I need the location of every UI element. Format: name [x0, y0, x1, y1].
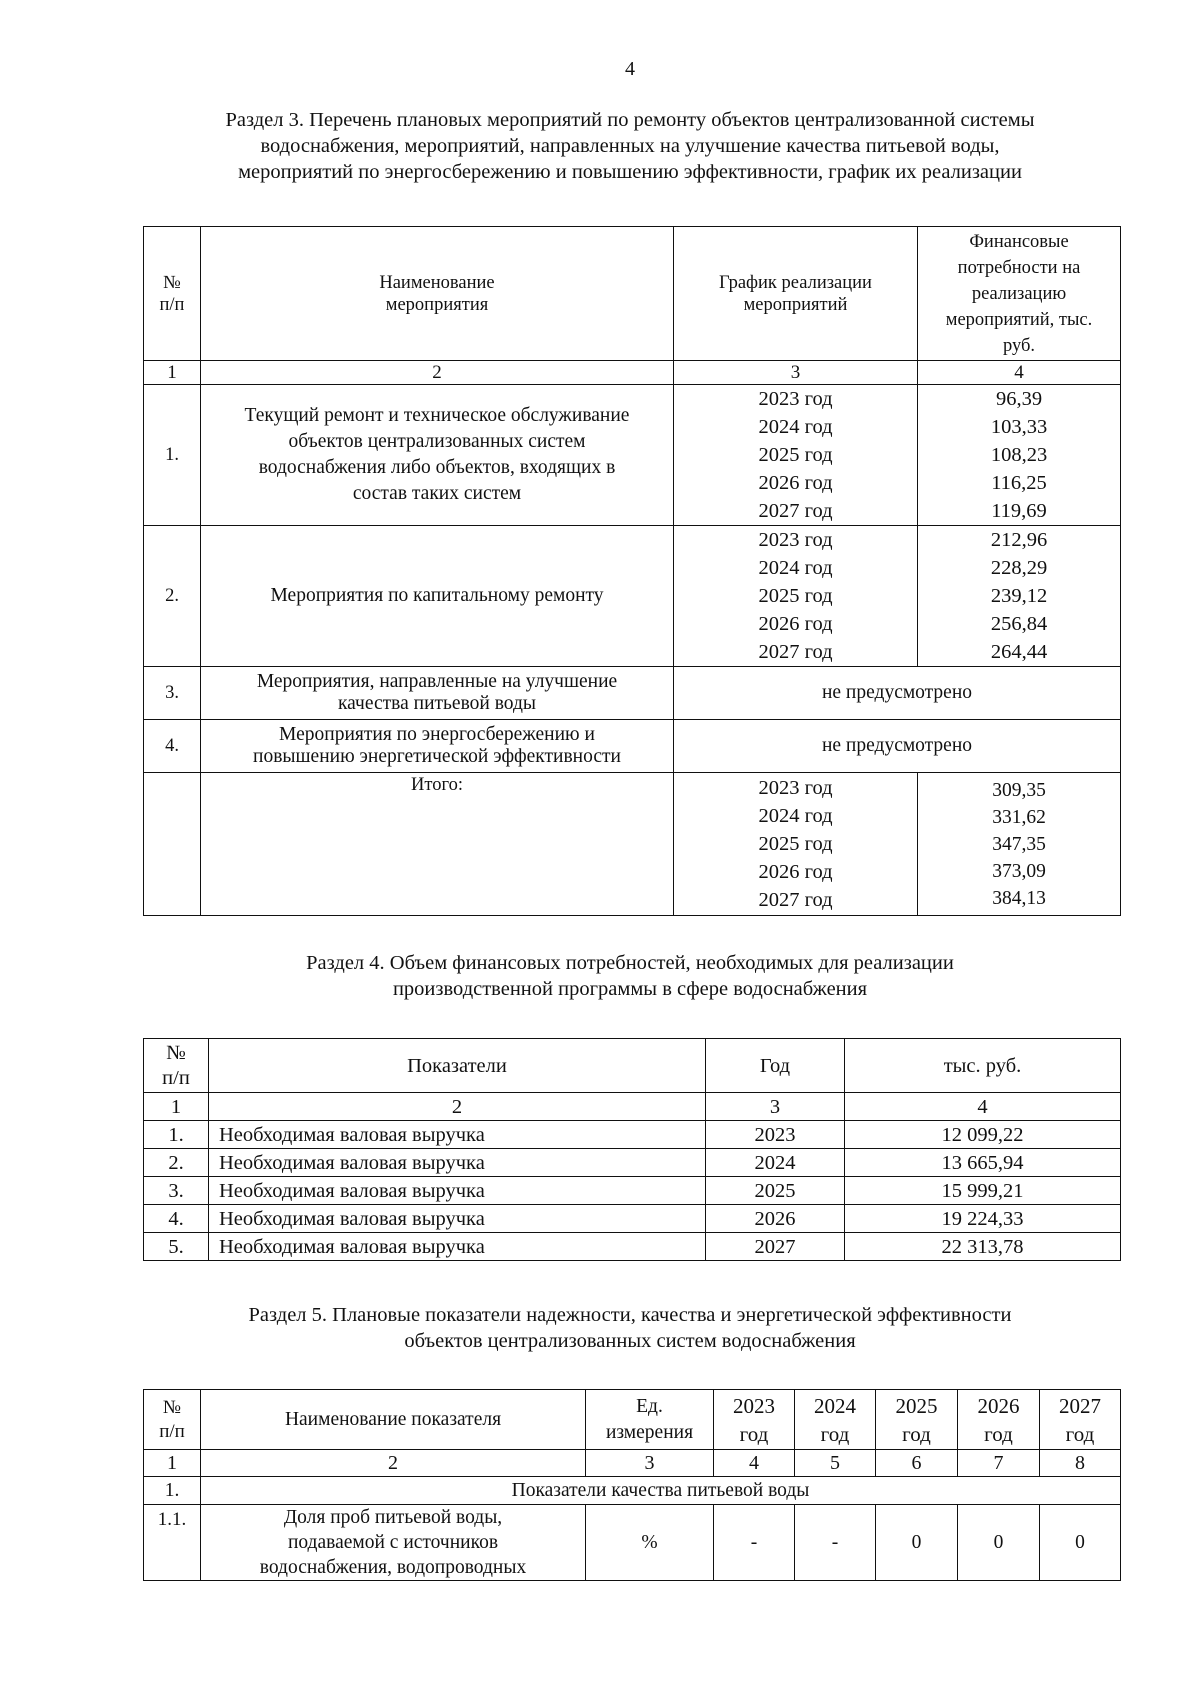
header-name: Наименование мероприятия: [201, 227, 674, 361]
section3-title-line: Раздел 3. Перечень плановых мероприятий по ремонту объектов централизованной системы: [225, 109, 1035, 131]
header-name: Наименование показателя: [201, 1390, 586, 1450]
header-num: № п/п: [144, 227, 201, 361]
row-unit: %: [586, 1505, 714, 1581]
section5-title: [140, 1302, 1120, 1354]
table-header-row: [144, 1390, 1121, 1450]
row-indicator: Необходимая валовая выручка: [209, 1233, 706, 1261]
table-row: [144, 720, 1121, 773]
row-values: 212,96 228,29 239,12 256,84 264,44: [918, 526, 1121, 667]
row-year: 2026: [706, 1205, 845, 1233]
col-number: 8: [1040, 1450, 1121, 1477]
row-amount: 12 099,22: [845, 1121, 1121, 1149]
table-header-row: [144, 227, 1121, 361]
column-number-row: [144, 361, 1121, 385]
row-num: 1.: [144, 1121, 209, 1149]
row-indicator: Необходимая валовая выручка: [209, 1121, 706, 1149]
row-value: -: [795, 1505, 876, 1581]
section4-table: [143, 1038, 1121, 1261]
table-row: [144, 1505, 1121, 1581]
row-name: Мероприятия по энергосбережению и повышению энергетической эффективности: [201, 720, 674, 773]
col-number: 6: [876, 1450, 958, 1477]
row-year: 2027: [706, 1233, 845, 1261]
row-name: Текущий ремонт и техническое обслуживание объектов централизованных систем водоснабжения либо объектов, входящих в состав таких систем: [201, 385, 674, 526]
row-years: 2023 год 2024 год 2025 год 2026 год 2027 год: [674, 526, 918, 667]
row-num: 4.: [144, 720, 201, 773]
row-indicator: Необходимая валовая выручка: [209, 1149, 706, 1177]
section4-title-line: производственной программы в сфере водоснабжения: [392, 978, 868, 1000]
section5-title-line: Раздел 5. Плановые показатели надежности, качества и энергетической эффективности: [248, 1304, 1012, 1326]
col-number: 3: [706, 1093, 845, 1121]
col-number: 4: [918, 361, 1121, 385]
table-row: [144, 1177, 1121, 1205]
section3-title: [140, 107, 1120, 185]
row-num: 5.: [144, 1233, 209, 1261]
row-year: 2025: [706, 1177, 845, 1205]
col-number: 5: [795, 1450, 876, 1477]
row-name: Доля проб питьевой воды, подаваемой с источников водоснабжения, водопроводных: [201, 1505, 586, 1581]
col-number: 7: [958, 1450, 1040, 1477]
col-number: 4: [845, 1093, 1121, 1121]
section5-title-line: объектов централизованных систем водоснабжения: [404, 1330, 856, 1352]
header-year: 2025 год: [876, 1390, 958, 1450]
col-number: 2: [201, 361, 674, 385]
total-values: 309,35 331,62 347,35 373,09 384,13: [918, 773, 1121, 916]
header-num: № п/п: [144, 1390, 201, 1450]
col-number: 4: [714, 1450, 795, 1477]
total-row: [144, 773, 1121, 916]
column-number-row: [144, 1093, 1121, 1121]
row-num: 1.1.: [144, 1505, 201, 1581]
row-year: 2023: [706, 1121, 845, 1149]
section4-title-line: Раздел 4. Объем финансовых потребностей, необходимых для реализации: [306, 952, 954, 974]
row-num: 1.: [144, 385, 201, 526]
column-number-row: [144, 1450, 1121, 1477]
header-year: 2027 год: [1040, 1390, 1121, 1450]
header-year: Год: [706, 1039, 845, 1093]
col-number: 1: [144, 1450, 201, 1477]
section3-title-line: водоснабжения, мероприятий, направленных на улучшение качества питьевой воды,: [260, 135, 1000, 157]
row-indicator: Необходимая валовая выручка: [209, 1205, 706, 1233]
page-number: 4: [625, 58, 635, 80]
row-amount: 19 224,33: [845, 1205, 1121, 1233]
section3-table: [143, 226, 1121, 916]
row-year: 2024: [706, 1149, 845, 1177]
row-value: 0: [958, 1505, 1040, 1581]
header-indicator: Показатели: [209, 1039, 706, 1093]
group-row: [144, 1477, 1121, 1505]
col-number: 3: [586, 1450, 714, 1477]
row-note: не предусмотрено: [674, 667, 1121, 720]
header-unit: Ед. измерения: [586, 1390, 714, 1450]
table-row: [144, 526, 1121, 667]
table-row: [144, 1205, 1121, 1233]
col-number: 2: [201, 1450, 586, 1477]
section5-table: [143, 1389, 1121, 1581]
row-num: 3.: [144, 1177, 209, 1205]
header-finance: Финансовые потребности на реализацию мероприятий, тыс. руб.: [918, 227, 1121, 361]
total-years: 2023 год 2024 год 2025 год 2026 год 2027 год: [674, 773, 918, 916]
col-number: 1: [144, 1093, 209, 1121]
table-row: [144, 1121, 1121, 1149]
row-name: Мероприятия по капитальному ремонту: [201, 526, 674, 667]
row-amount: 22 313,78: [845, 1233, 1121, 1261]
group-num: 1.: [144, 1477, 201, 1505]
table-row: [144, 385, 1121, 526]
col-number: 1: [144, 361, 201, 385]
row-years: 2023 год 2024 год 2025 год 2026 год 2027 год: [674, 385, 918, 526]
row-amount: 13 665,94: [845, 1149, 1121, 1177]
row-num: 2.: [144, 526, 201, 667]
row-amount: 15 999,21: [845, 1177, 1121, 1205]
row-value: -: [714, 1505, 795, 1581]
group-title: Показатели качества питьевой воды: [201, 1477, 1121, 1505]
row-indicator: Необходимая валовая выручка: [209, 1177, 706, 1205]
table-row: [144, 1149, 1121, 1177]
row-num: 4.: [144, 1205, 209, 1233]
row-value: 0: [876, 1505, 958, 1581]
row-name: Мероприятия, направленные на улучшение качества питьевой воды: [201, 667, 674, 720]
header-year: 2023 год: [714, 1390, 795, 1450]
row-num: 3.: [144, 667, 201, 720]
header-year: 2026 год: [958, 1390, 1040, 1450]
section4-title: [140, 950, 1120, 1002]
row-values: 96,39 103,33 108,23 116,25 119,69: [918, 385, 1121, 526]
header-schedule: График реализации мероприятий: [674, 227, 918, 361]
section3-title-line: мероприятий по энергосбережению и повышению эффективности, график их реализации: [238, 161, 1022, 183]
col-number: 2: [209, 1093, 706, 1121]
row-num: 2.: [144, 1149, 209, 1177]
table-header-row: [144, 1039, 1121, 1093]
header-year: 2024 год: [795, 1390, 876, 1450]
row-note: не предусмотрено: [674, 720, 1121, 773]
total-num: [144, 773, 201, 916]
row-value: 0: [1040, 1505, 1121, 1581]
header-num: № п/п: [144, 1039, 209, 1093]
table-row: [144, 667, 1121, 720]
total-label: Итого:: [201, 773, 674, 916]
table-row: [144, 1233, 1121, 1261]
header-amount: тыс. руб.: [845, 1039, 1121, 1093]
col-number: 3: [674, 361, 918, 385]
